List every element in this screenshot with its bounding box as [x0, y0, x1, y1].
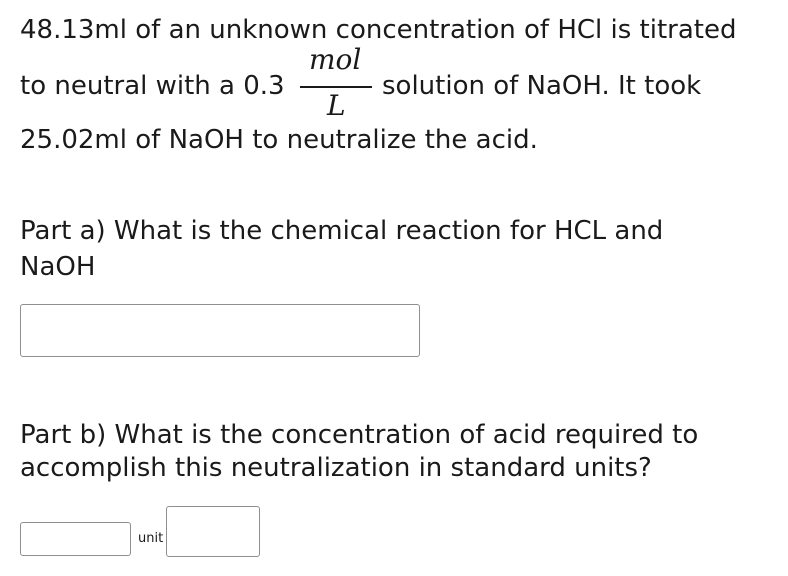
part-b-value-input[interactable] [20, 522, 131, 556]
part-b-question-line-2: accomplish this neutralization in standard units? [20, 453, 652, 483]
part-a-question-line-2: NaOH [20, 252, 96, 282]
fraction-bar [300, 86, 372, 88]
part-a-answer-input[interactable] [20, 304, 420, 357]
part-b-unit-input[interactable] [166, 506, 260, 557]
problem-line-2-start: to neutral with a 0.3 [20, 71, 285, 101]
problem-line-2-end: solution of NaOH. It took [382, 71, 702, 101]
part-b-question-line-1: Part b) What is the concentration of acid required to [20, 420, 699, 450]
unit-label: unit [138, 531, 164, 546]
problem-line-1: 48.13ml of an unknown concentration of HCl is titrated [20, 15, 737, 45]
part-a-question-line-1: Part a) What is the chemical reaction for HCL and [20, 216, 664, 246]
fraction-numerator: mol [309, 43, 362, 76]
fraction-denominator: L [327, 89, 346, 122]
problem-line-3: 25.02ml of NaOH to neutralize the acid. [20, 125, 538, 155]
